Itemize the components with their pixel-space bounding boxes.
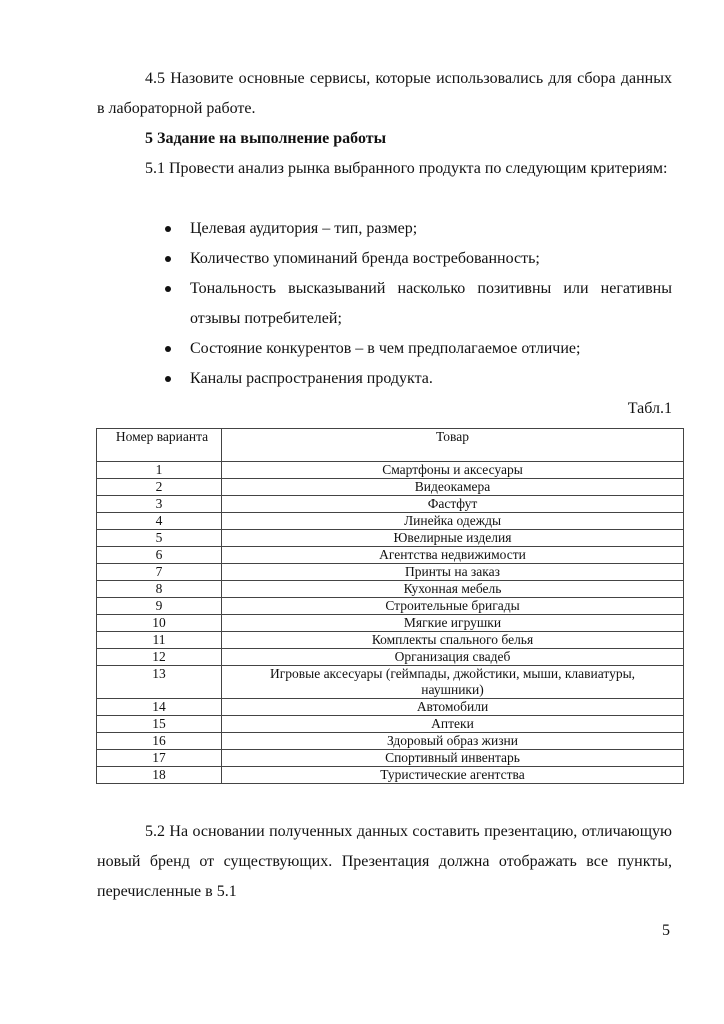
table-row	[97, 632, 684, 649]
table-row	[97, 733, 684, 750]
table-caption: Табл.1	[627, 400, 672, 417]
product-cell: Спортивный инвентарь	[222, 750, 684, 767]
table-row	[97, 615, 684, 632]
product-cell: Фастфут	[222, 496, 684, 513]
variant-number-cell: 18	[97, 767, 222, 784]
variant-number-cell: 1	[97, 462, 222, 479]
table-header-row	[97, 429, 684, 462]
product-cell: Кухонная мебель	[222, 581, 684, 598]
table-row	[97, 598, 684, 615]
table-row	[97, 699, 684, 716]
table-row	[97, 767, 684, 784]
table-row	[97, 547, 684, 564]
table-row	[97, 750, 684, 767]
list-item: Количество упоминаний бренда востребованность;	[160, 244, 672, 274]
variant-number-cell: 10	[97, 615, 222, 632]
product-cell: Аптеки	[222, 716, 684, 733]
section-title: 5 Задание на выполнение работы	[145, 130, 387, 147]
variant-number-cell: 8	[97, 581, 222, 598]
variant-number-cell: 2	[97, 479, 222, 496]
product-cell: Туристические агентства	[222, 767, 684, 784]
question-4-5: 4.5 Назовите основные сервисы, которые использовались для сбора данных в лабораторной работе.	[97, 70, 672, 117]
variant-number-cell: 17	[97, 750, 222, 767]
product-cell: Комплекты спального белья	[222, 632, 684, 649]
list-item: Состояние конкурентов – в чем предполагаемое отличие;	[160, 334, 672, 364]
header-variant-number: Номер варианта	[97, 429, 222, 462]
table-row	[97, 649, 684, 666]
product-cell: Принты на заказ	[222, 564, 684, 581]
variant-number-cell: 3	[97, 496, 222, 513]
table-row	[97, 530, 684, 547]
product-cell: Строительные бригады	[222, 598, 684, 615]
product-cell: Видеокамера	[222, 479, 684, 496]
variant-number-cell: 6	[97, 547, 222, 564]
paragraph-5-1: 5.1 Провести анализ рынка выбранного продукта по следующим критериям:	[145, 160, 668, 177]
variant-number-cell: 4	[97, 513, 222, 530]
table-row	[97, 716, 684, 733]
table-row	[97, 581, 684, 598]
table-row	[97, 666, 684, 699]
variant-number-cell: 14	[97, 699, 222, 716]
variant-number-cell: 7	[97, 564, 222, 581]
table-row	[97, 462, 684, 479]
variant-number-cell: 12	[97, 649, 222, 666]
table-row	[97, 479, 684, 496]
variant-number-cell: 13	[97, 666, 222, 699]
variant-number-cell: 5	[97, 530, 222, 547]
variants-table	[96, 428, 684, 784]
list-item: Тональность высказываний насколько позитивны или негативны отзывы потребителей;	[160, 274, 672, 334]
paragraph-5-2: 5.2 На основании полученных данных составить презентацию, отличающую новый бренд от существующих. Презентация должна отображать все пункты, перечисленные в 5.1	[97, 823, 672, 900]
table-row	[97, 564, 684, 581]
product-cell: Игровые аксесуары (геймпады, джойстики, мыши, клавиатуры, наушники)	[222, 666, 684, 699]
product-cell: Линейка одежды	[222, 513, 684, 530]
table-row	[97, 513, 684, 530]
product-cell: Автомобили	[222, 699, 684, 716]
page-number: 5	[662, 922, 670, 939]
variant-number-cell: 9	[97, 598, 222, 615]
list-item: Каналы распространения продукта.	[160, 364, 672, 394]
product-cell: Организация свадеб	[222, 649, 684, 666]
header-product: Товар	[222, 429, 684, 462]
list-item: Целевая аудитория – тип, размер;	[160, 214, 672, 244]
variant-number-cell: 16	[97, 733, 222, 750]
criteria-list	[160, 214, 672, 394]
product-cell: Ювелирные изделия	[222, 530, 684, 547]
table-row	[97, 496, 684, 513]
product-cell: Агентства недвижимости	[222, 547, 684, 564]
product-cell: Мягкие игрушки	[222, 615, 684, 632]
product-cell: Здоровый образ жизни	[222, 733, 684, 750]
variant-number-cell: 11	[97, 632, 222, 649]
product-cell: Смартфоны и аксесуары	[222, 462, 684, 479]
variant-number-cell: 15	[97, 716, 222, 733]
